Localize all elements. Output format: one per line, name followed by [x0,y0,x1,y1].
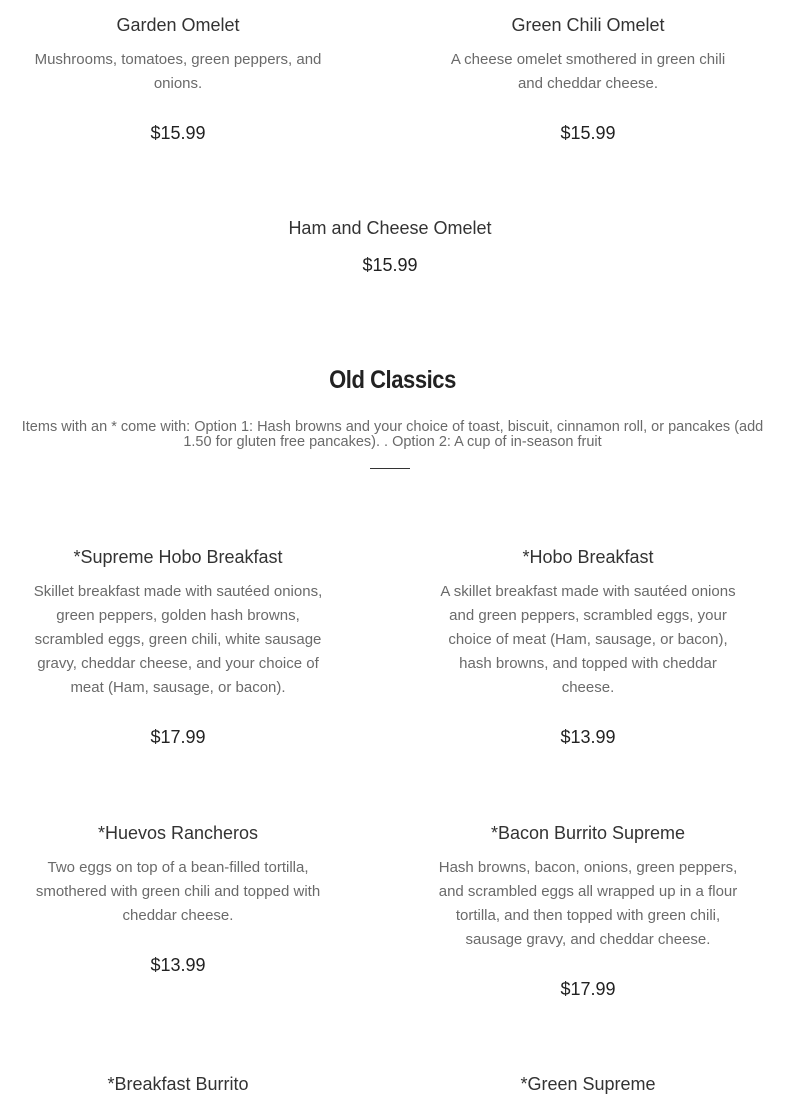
menu-item [438,822,738,1000]
menu-item-name: *Green Supreme [520,1074,656,1094]
menu-item [30,822,326,976]
menu-item-description: Two eggs on top of a bean-filled tortilla, smothered with green chili and topped with cheddar cheese. [35,859,321,924]
menu-item-name: Green Chili Omelet [511,15,665,35]
menu-item-price: $17.99 [150,727,206,747]
menu-item-description: A skillet breakfast made with sautéed onions and green peppers, scrambled eggs, your choice of meat (Ham, sausage, or bacon), hash browns, and topped with cheddar cheese. [440,583,736,696]
menu-item-name: Ham and Cheese Omelet [288,218,492,238]
menu-item-name: *Bacon Burrito Supreme [490,823,686,843]
menu-item-name: Garden Omelet [116,15,240,35]
menu-item-name: *Breakfast Burrito [107,1074,249,1094]
menu-item-description: Hash browns, bacon, onions, green peppers, and scrambled eggs all wrapped up in a flour tortilla, and then topped with green chili, sausage gravy, and cheddar cheese. [438,859,738,948]
menu-item-name: *Hobo Breakfast [522,547,654,567]
menu-item-price: $13.99 [150,955,206,975]
menu-item [240,217,540,276]
menu-item-description: Mushrooms, tomatoes, green peppers, and onions. [34,51,322,92]
section-divider [370,468,410,469]
section-title: Old Classics [329,366,456,394]
menu-item-price: $15.99 [560,123,616,143]
menu-item-price: $15.99 [362,255,418,275]
menu-item [438,546,738,748]
menu-item-price: $15.99 [150,123,206,143]
menu-item [30,1073,326,1095]
menu-item-price: $13.99 [560,727,616,747]
menu-item-price: $17.99 [560,979,616,999]
menu-item-name: *Huevos Rancheros [97,823,259,843]
menu-item-description: A cheese omelet smothered in green chili and cheddar cheese. [450,51,726,92]
menu-item [30,14,326,144]
section-note: Items with an * come with: Option 1: Hash browns and your choice of toast, biscuit, cinnamon roll, or pancakes (add 1.50 for gluten free pancakes). . Option 2: A cup of in-season fruit [21,419,764,450]
menu-item [30,546,326,748]
menu-item-description: Skillet breakfast made with sautéed onions, green peppers, golden hash browns, scrambled eggs, green chili, white sausage gravy, cheddar cheese, and your choice of meat (Ham, sausage, or bacon). [33,583,323,696]
menu-item [438,1073,738,1095]
menu-item [438,14,738,144]
menu-item-name: *Supreme Hobo Breakfast [73,547,283,567]
